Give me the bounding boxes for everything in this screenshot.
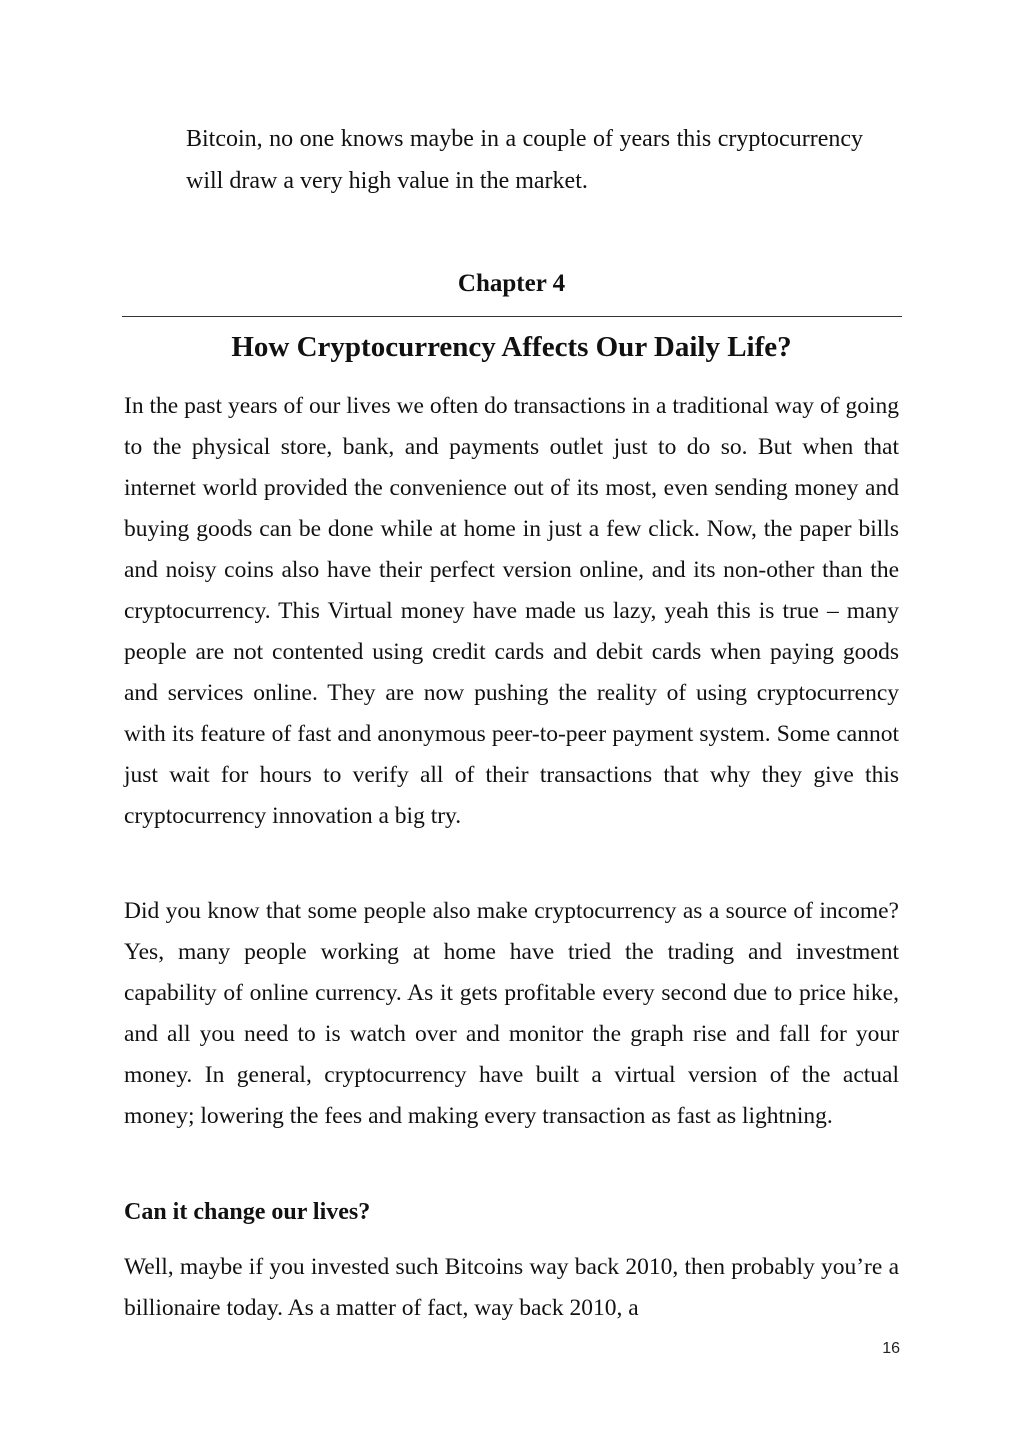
page-number: 16	[882, 1340, 900, 1357]
chapter-divider	[122, 316, 902, 317]
section-subheading: Can it change our lives?	[124, 1199, 371, 1225]
chapter-title: How Cryptocurrency Affects Our Daily Life?	[231, 331, 792, 363]
body-paragraph: In the past years of our lives we often do transactions in a traditional way of going to the physical store, bank, and payments outlet just to do so. But when that internet world provided the convenience out of its most, even sending money and buying goods can be done while at home in just a few click. Now, the paper bills and noisy coins also have their perfect version online, and its non-other than the cryptocurrency. This Virtual money have made us lazy, yeah this is true – many people are not contented using credit cards and debit cards when paying goods and services online. They are now pushing the reality of using cryptocurrency with its feature of fast and anonymous peer-to-peer payment system. Some cannot just wait for hours to verify all of their transactions that why they give this cryptocurrency innovation a big try.	[124, 393, 899, 829]
body-paragraph: Did you know that some people also make cryptocurrency as a source of income? Yes, many people working at home have tried the trading and investment capability of online currency. As it gets profitable every second due to price hike, and all you need to is watch over and monitor the graph rise and fall for your money. In general, cryptocurrency have built a virtual version of the actual money; lowering the fees and making every transaction as fast as lightning.	[124, 898, 899, 1129]
intro-paragraph: Bitcoin, no one knows maybe in a couple of years this cryptocurrency will draw a very high value in the market.	[186, 126, 863, 194]
closing-paragraph: Well, maybe if you invested such Bitcoins way back 2010, then probably you’re a billionaire today. As a matter of fact, way back 2010, a	[124, 1254, 899, 1321]
chapter-label: Chapter 4	[457, 270, 566, 297]
